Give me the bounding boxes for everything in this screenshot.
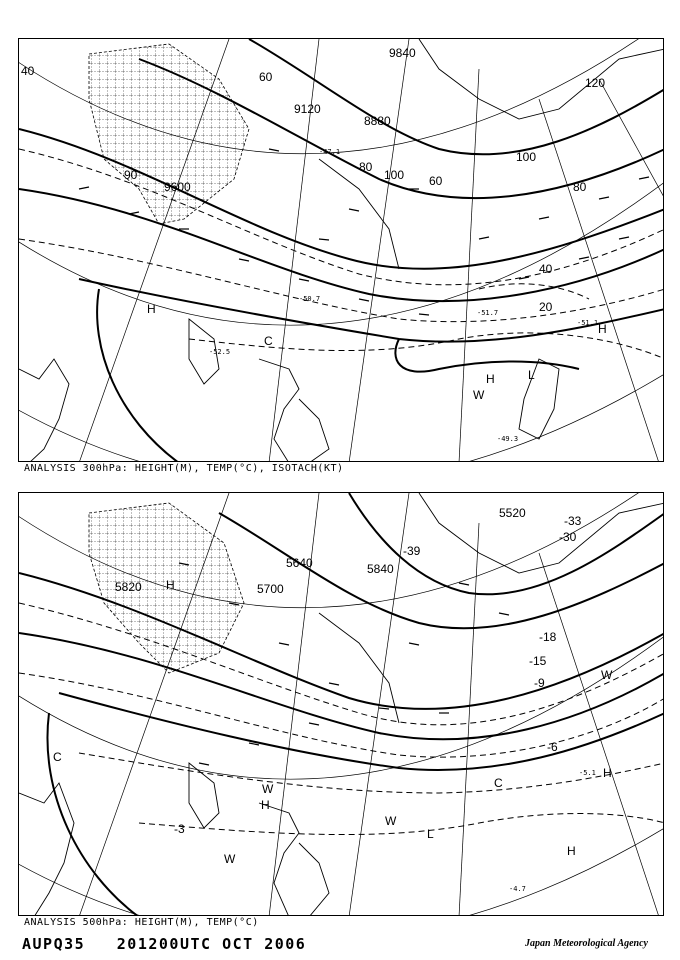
isotach-label: 120 bbox=[585, 76, 606, 90]
temp-label: -30 bbox=[559, 530, 577, 544]
temp-label: -6 bbox=[547, 740, 558, 754]
temp-label: -33 bbox=[564, 514, 582, 528]
isotach-label: 80 bbox=[573, 180, 587, 194]
temp-label: -51.1 bbox=[577, 319, 599, 327]
isotach-label: 40 bbox=[21, 64, 35, 78]
height-label: 9840 bbox=[389, 46, 416, 60]
temp-label: -47.1 bbox=[319, 148, 341, 156]
temp-label: -15 bbox=[529, 654, 547, 668]
warm-center: W bbox=[262, 782, 274, 796]
temp-label: -51.7 bbox=[477, 309, 499, 317]
temp-label: -52.5 bbox=[209, 348, 231, 356]
valid-time: 201200UTC OCT 2006 bbox=[116, 935, 307, 953]
isotach-label: 100 bbox=[384, 168, 405, 182]
high-center: H bbox=[166, 578, 175, 592]
caption-500hpa: ANALYSIS 500hPa: HEIGHT(M), TEMP(°C) bbox=[24, 917, 259, 928]
cold-center: C bbox=[53, 750, 62, 764]
low-center: L bbox=[528, 368, 535, 382]
isotach-label: 80 bbox=[359, 160, 373, 174]
height-label: 5700 bbox=[257, 582, 284, 596]
map-500hpa-svg bbox=[19, 493, 664, 916]
high-center: H bbox=[486, 372, 495, 386]
agency-name: Japan Meteorological Agency bbox=[525, 938, 648, 949]
temp-label: -4.7 bbox=[509, 885, 526, 893]
low-center: L bbox=[427, 827, 434, 841]
height-label: 9120 bbox=[294, 102, 321, 116]
temp-label: -5.1 bbox=[579, 769, 596, 777]
isotach-label: 60 bbox=[259, 70, 273, 84]
height-label: 5640 bbox=[286, 556, 313, 570]
map-panel-300hpa bbox=[18, 38, 664, 462]
temperature-contours bbox=[19, 149, 664, 359]
caption-300hpa: ANALYSIS 300hPa: HEIGHT(M), TEMP(°C), ISOTACH(KT) bbox=[24, 463, 344, 474]
high-center: H bbox=[598, 322, 607, 336]
warm-center: W bbox=[224, 852, 236, 866]
isotach-label: 60 bbox=[429, 174, 443, 188]
temp-label: -18 bbox=[539, 630, 557, 644]
warm-center: W bbox=[473, 388, 485, 402]
height-label: 9600 bbox=[164, 180, 191, 194]
high-center: H bbox=[261, 798, 270, 812]
temp-label: -50.7 bbox=[299, 295, 321, 303]
warm-center: W bbox=[385, 814, 397, 828]
temp-label: -49.3 bbox=[497, 435, 519, 443]
chart-code: AUPQ35 bbox=[22, 935, 86, 953]
isotach-label: 90 bbox=[124, 168, 138, 182]
warm-center: W bbox=[601, 668, 613, 682]
chart-code-and-time bbox=[22, 935, 306, 953]
map-300hpa-svg bbox=[19, 39, 664, 462]
cold-center: C bbox=[494, 776, 503, 790]
height-label: 8880 bbox=[364, 114, 391, 128]
height-label: 5520 bbox=[499, 506, 526, 520]
temp-label: -3 bbox=[174, 822, 185, 836]
cold-center: C bbox=[264, 334, 273, 348]
high-center: H bbox=[147, 302, 156, 316]
isotach-label: 20 bbox=[539, 300, 553, 314]
temp-label: -9 bbox=[534, 676, 545, 690]
isotach-label: 40 bbox=[539, 262, 553, 276]
isotach-label: 100 bbox=[516, 150, 537, 164]
map-panel-500hpa bbox=[18, 492, 664, 916]
high-center: H bbox=[603, 766, 612, 780]
height-label: 5840 bbox=[367, 562, 394, 576]
height-label: 5820 bbox=[115, 580, 142, 594]
high-center: H bbox=[567, 844, 576, 858]
temp-label: -39 bbox=[403, 544, 421, 558]
